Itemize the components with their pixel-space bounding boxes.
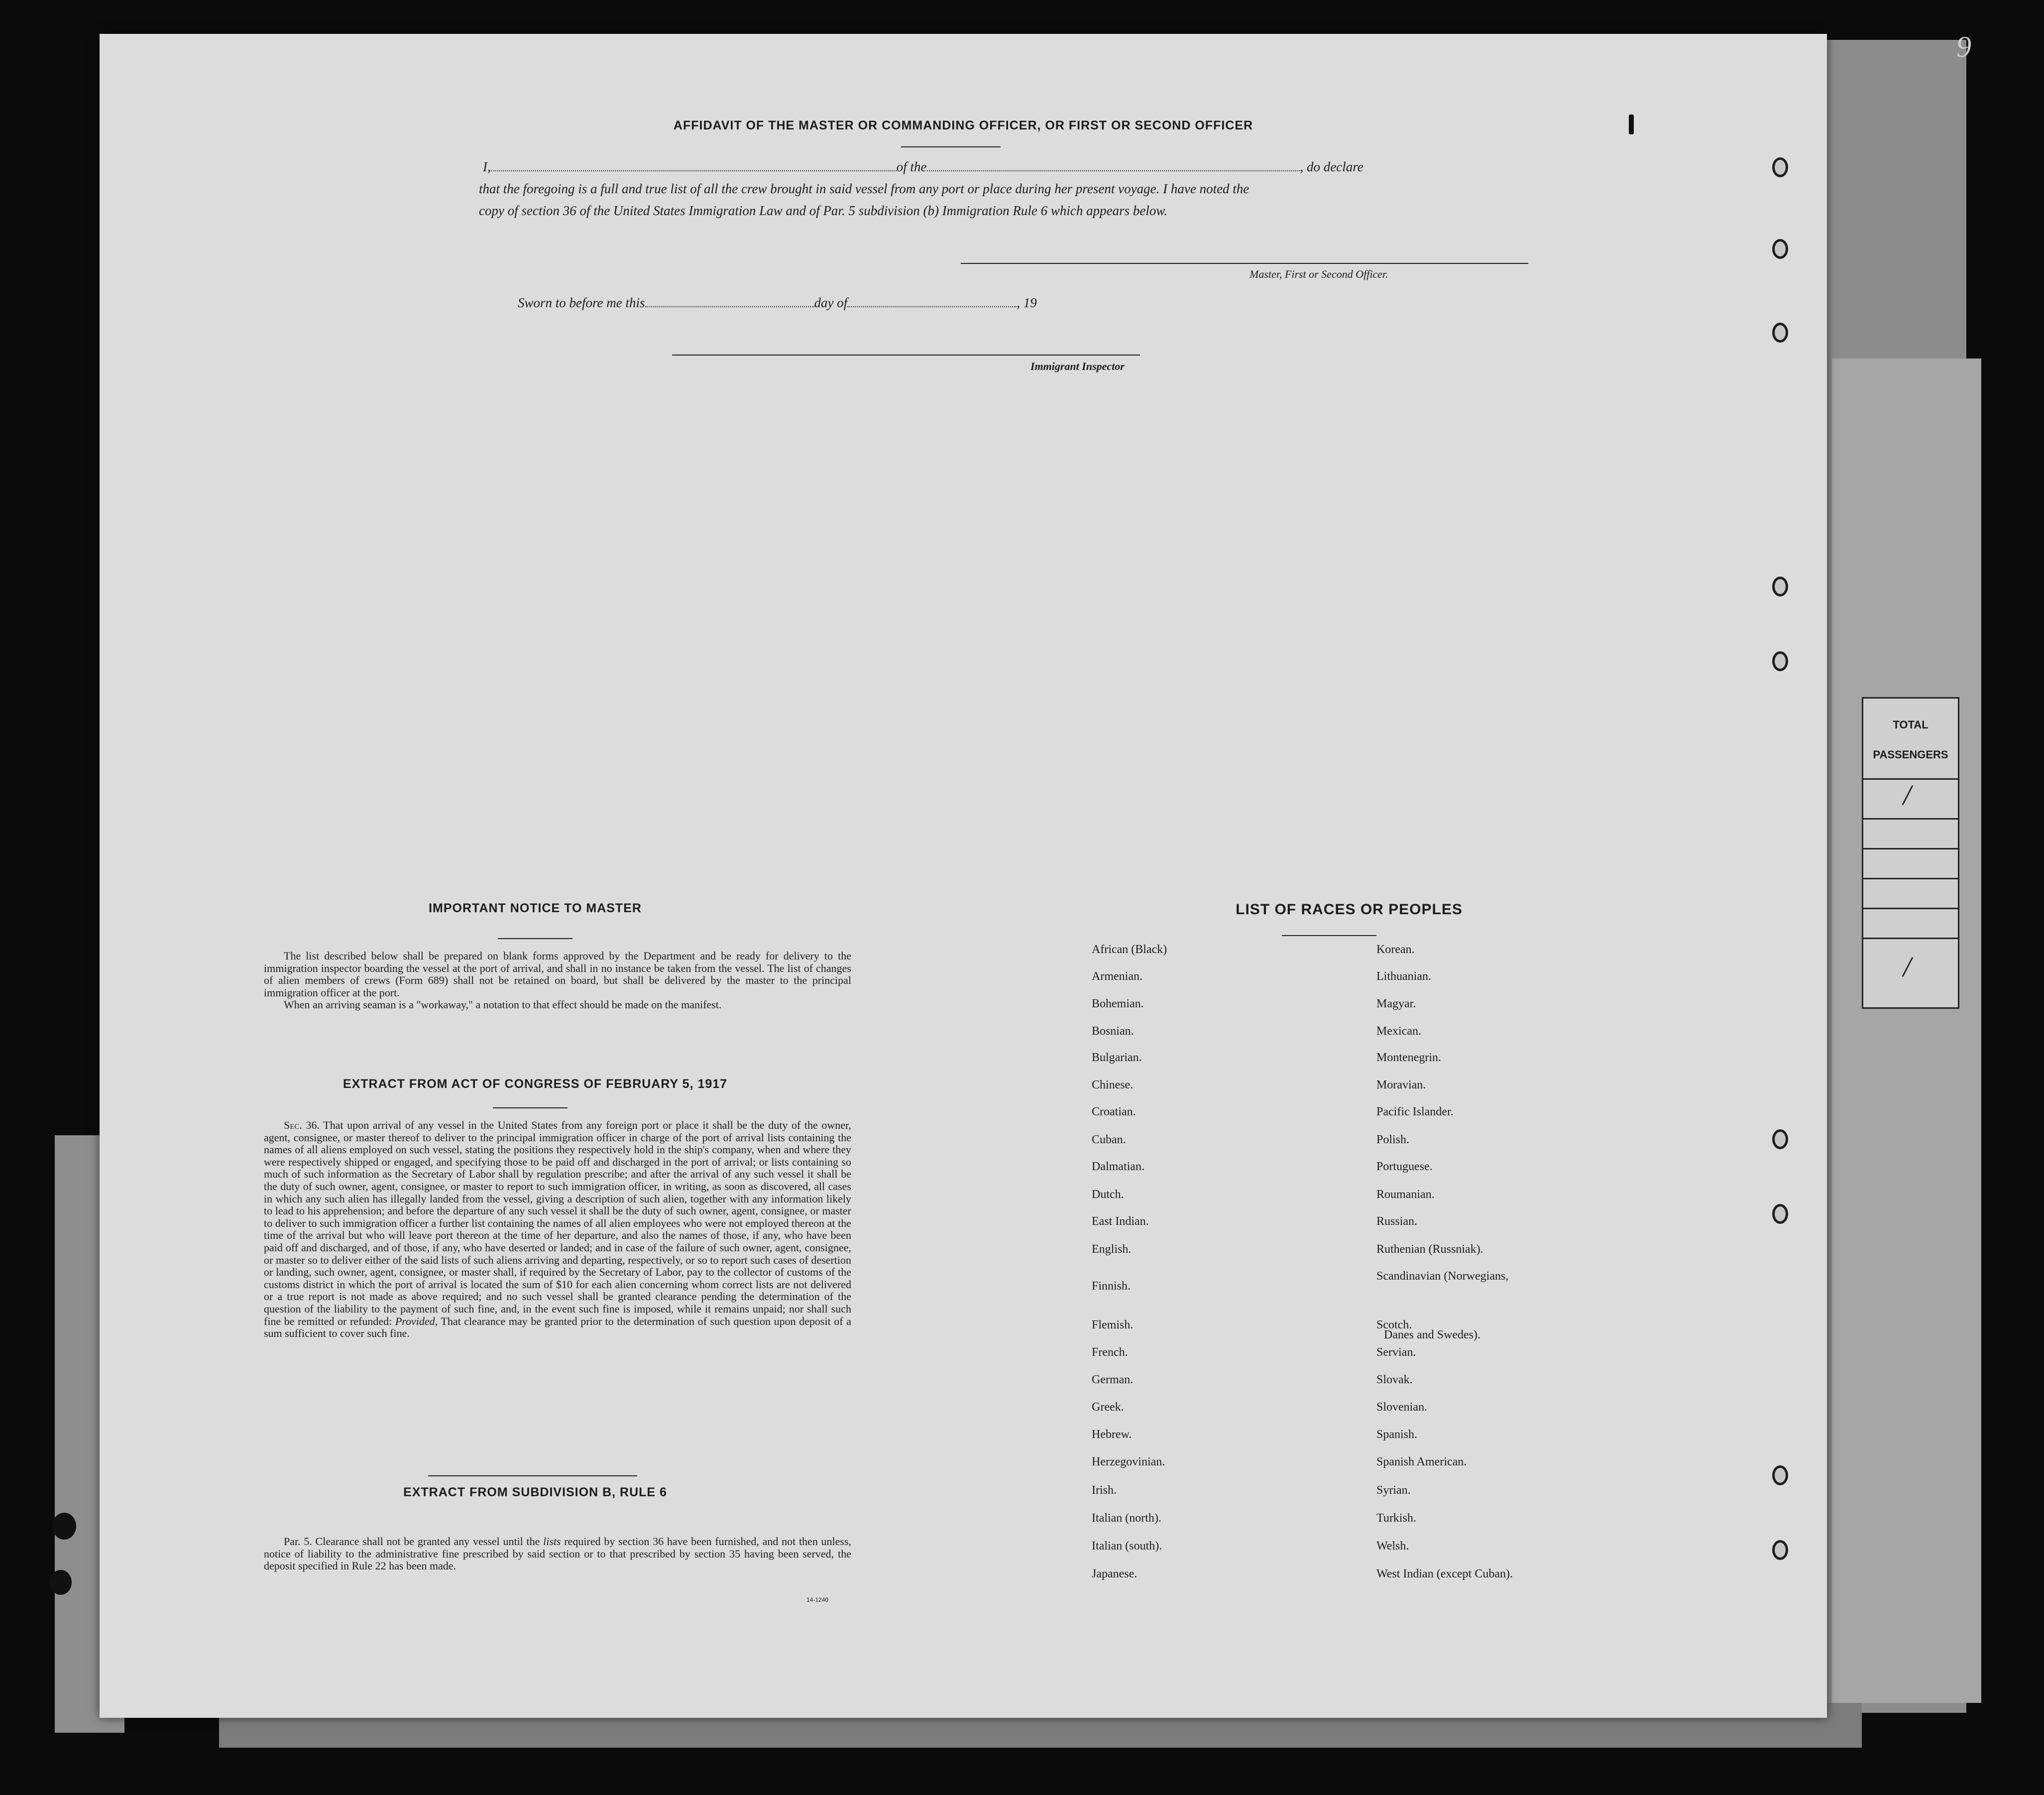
race-item: Italian (south).: [1092, 1540, 1162, 1553]
race-item: German.: [1092, 1373, 1134, 1386]
race-item: Croatian.: [1092, 1105, 1136, 1118]
race-item: Bosnian.: [1092, 1025, 1134, 1038]
ink-blot: [52, 1513, 76, 1540]
races-title: LIST OF RACES OR PEOPLES: [1236, 901, 1463, 918]
rule-divider: [428, 1475, 637, 1476]
race-item: Hebrew.: [1092, 1428, 1132, 1441]
race-item: Flemish.: [1092, 1318, 1134, 1331]
form-page: [100, 34, 1827, 1718]
affidavit-line3: copy of section 36 of the United States Immigration Law and of Par. 5 subdivision (b) Immigration Rule 6 which appears below.: [479, 203, 1168, 218]
race-item: Chinese.: [1092, 1078, 1134, 1091]
ink-blot: [50, 1570, 72, 1595]
race-item: Dutch.: [1092, 1188, 1124, 1201]
notice-paragraph-1: The list described below shall be prepared on blank forms approved by the Department and be ready for delivery to the immigration inspector boarding the vessel at the port of arrival, and shall in no instance be taken from the vessel. The list of changes of alien members of crews (Form 689) shall not be retained on board, but shall be delivered by the master to the principal immigration officer at the port.: [264, 950, 851, 999]
extract-act-title: EXTRACT FROM ACT OF CONGRESS OF FEBRUARY 5, 1917: [342, 1077, 728, 1091]
race-item: Armenian.: [1092, 970, 1142, 983]
race-item: Slovak.: [1376, 1373, 1413, 1386]
race-item: Herzegovinian.: [1092, 1455, 1165, 1468]
race-item: Mexican.: [1376, 1025, 1421, 1038]
punch-hole: [1772, 577, 1788, 597]
total-passengers-box: [1862, 697, 1959, 1009]
title-underline: [901, 146, 1001, 147]
race-item: Lithuanian.: [1376, 970, 1431, 983]
notice-underline: [498, 938, 572, 939]
race-item: Ruthenian (Russniak).: [1376, 1243, 1483, 1256]
race-item: Bohemian.: [1092, 997, 1144, 1010]
affidavit-line2: that the foregoing is a full and true list of all the crew brought in said vessel from any port or place during her present voyage. I have noted the: [479, 181, 1249, 196]
race-item: Slovenian.: [1376, 1401, 1427, 1414]
inspector-line: [672, 355, 1140, 356]
race-item: West Indian (except Cuban).: [1376, 1567, 1513, 1580]
race-item: Turkish.: [1376, 1512, 1416, 1525]
race-item: Roumanian.: [1376, 1188, 1435, 1201]
inspector-caption: Immigrant Inspector: [1030, 360, 1125, 372]
signature-line: [961, 263, 1528, 264]
handwritten-count: /: [1903, 779, 1912, 811]
race-item: Montenegrin.: [1376, 1051, 1441, 1064]
vessel-blank[interactable]: [927, 170, 1300, 171]
race-item: Syrian.: [1376, 1484, 1411, 1497]
race-item: Magyar.: [1376, 997, 1416, 1010]
race-item: African (Black): [1092, 943, 1167, 956]
race-item: Pacific Islander.: [1376, 1105, 1454, 1118]
race-item: Scotch.: [1376, 1318, 1412, 1331]
affidavit-line1: I, of the , do declare: [483, 159, 1363, 174]
race-item: Italian (north).: [1092, 1512, 1161, 1525]
race-item-continuation: Danes and Swedes).: [1384, 1328, 1480, 1341]
race-item: Spanish.: [1376, 1428, 1418, 1441]
races-underline: [1282, 935, 1376, 936]
race-item: Japanese.: [1092, 1567, 1137, 1580]
race-item: Bulgarian.: [1092, 1051, 1142, 1064]
extract-act-underline: [493, 1107, 568, 1108]
month-blank[interactable]: [847, 306, 1017, 307]
day-blank[interactable]: [645, 306, 814, 307]
notice-title: IMPORTANT NOTICE TO MASTER: [429, 901, 642, 915]
race-item: Polish.: [1376, 1133, 1410, 1146]
punch-hole: [1772, 157, 1788, 177]
race-item: Russian.: [1376, 1215, 1418, 1228]
extract-rule-title: EXTRACT FROM SUBDIVISION B, RULE 6: [403, 1485, 667, 1499]
race-item: Korean.: [1376, 943, 1415, 956]
race-item: Servian.: [1376, 1346, 1416, 1359]
notice-body: [264, 950, 851, 1011]
race-item: Dalmatian.: [1092, 1160, 1144, 1173]
race-item: Finnish.: [1092, 1280, 1131, 1293]
race-item: Greek.: [1092, 1401, 1124, 1414]
punch-hole: [1772, 1129, 1788, 1149]
race-item: Moravian.: [1376, 1078, 1426, 1091]
race-item: French.: [1092, 1346, 1128, 1359]
punch-hole: [1772, 323, 1788, 343]
notice-paragraph-2: When an arriving seaman is a "workaway," a notation to that effect should be made on the manifest.: [284, 998, 722, 1011]
sworn-line: Sworn to before me this day of , 19: [518, 295, 1037, 310]
handwritten-count: /: [1903, 951, 1912, 983]
race-item: Scandinavian (Norwegians,: [1376, 1270, 1509, 1283]
underlying-sheet: [1832, 359, 1981, 1703]
extract-rule-body: Par. 5. Clearance shall not be granted any vessel until the lists required by section 36 have been furnished, and not then unless, notice of liability to the administrative fine prescribed by said section or to that prescribed by section 35 having been served, the deposit specified in Rule 22 has been made.: [264, 1535, 852, 1572]
section-label: Sec. 36.: [284, 1119, 320, 1131]
punch-hole: [1772, 1204, 1788, 1224]
race-item: Portuguese.: [1376, 1160, 1433, 1173]
punch-hole: [1772, 1540, 1788, 1560]
race-item: Cuban.: [1092, 1133, 1126, 1146]
punch-hole: [1772, 651, 1788, 671]
total-label: TOTAL: [1893, 718, 1929, 731]
form-number: 14-1240: [806, 1596, 829, 1603]
race-item: Welsh.: [1376, 1540, 1409, 1553]
corner-number: 9: [1956, 30, 1971, 63]
signature-caption: Master, First or Second Officer.: [1249, 268, 1388, 280]
affidavit-title: AFFIDAVIT OF THE MASTER OR COMMANDING OFFICER, OR FIRST OR SECOND OFFICER: [673, 119, 1253, 132]
race-item: East Indian.: [1092, 1215, 1149, 1228]
passengers-label: PASSENGERS: [1873, 748, 1948, 761]
race-item: Spanish American.: [1376, 1455, 1467, 1468]
race-item: English.: [1092, 1243, 1132, 1256]
punch-hole: [1772, 239, 1788, 259]
name-blank[interactable]: [491, 170, 897, 171]
punch-hole: [1772, 1465, 1788, 1485]
extract-act-body: Sec. 36. That upon arrival of any vessel in the United States from any foreign port or place it shall be the duty of the owner, agent, consignee, or master thereof to deliver to the principal immigration officer in charge of the port of arrival lists containing the names of all aliens employed on such vessel, stating the positions they respectively hold in the ship's company, when and where they were respectively shipped or engaged, and specifying those to be paid off and discharged in the port of arrival; or lists containing so much of such information as the Secretary of Labor shall by regulation prescribe; and after the arrival of any such vessel it shall be the duty of such owner, agent, consignee, or master to report to such immigration officer, in writing, as soon as discovered, all cases in which any such alien has illegally landed from the vessel, giving a description of such alien, together with any information likely to lead to his apprehension; and before the departure of any such vessel it shall be the duty of such owner, agent, consignee, or master to deliver to such immigration officer a further list containing the names of all alien employees who were not employed thereon at the time of the arrival but who will leave port thereon at the time of her departure, and also the names of those, if any, who have been paid off and discharged, and of those, if any, who have deserted or landed; and in case of the failure of such owner, agent, consignee, or master so to deliver either of the said lists of such aliens arriving and departing, respectively, or so to report such cases of desertion or landing, such owner, agent, consignee, or master shall, if required by the Secretary of Labor, pay to the collector of customs of the customs district in which the port of arrival is located the sum of $10 for each alien concerning whom correct lists are not delivered or a true report is not made as above required; and no such vessel shall be granted clearance pending the determination of the question of the liability to the payment of such fine, and, in the event such fine is imposed, while it remains unpaid; nor shall such fine be remitted or refunded: Provided, That clearance may be granted prior to the determination of such question upon deposit of a sum sufficient to cover such fine.: [264, 1119, 852, 1340]
race-item: Irish.: [1092, 1484, 1117, 1497]
